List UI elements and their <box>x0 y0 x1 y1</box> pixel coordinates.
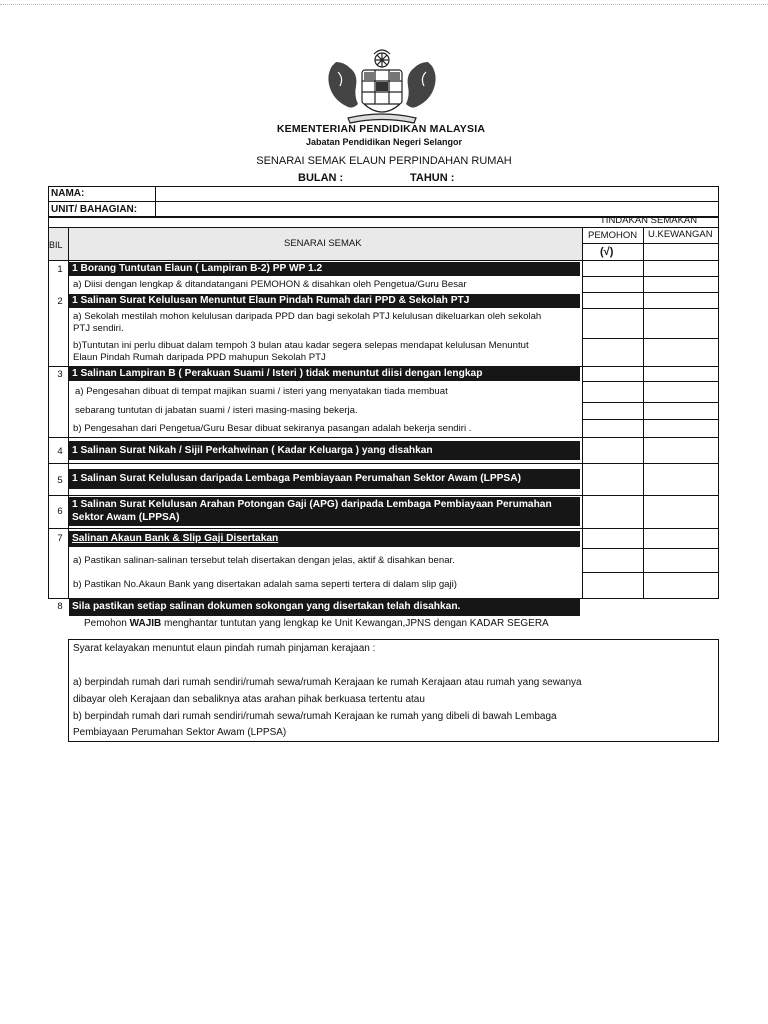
item-6-title: 1 Salinan Surat Kelulusan Arahan Potongan Gaji (APG) daripada Lembaga Pembiayaan Perumahan Sektor Awam (LPPSA) <box>69 497 580 526</box>
department-title: Jabatan Pendidikan Negeri Selangor <box>305 137 463 147</box>
tiger-left <box>328 62 358 108</box>
condition-b-1: b) berpindah rumah dari rumah sendiri/rumah sewa/rumah Kerajaan ke rumah yang dibeli di bawah Lembaga <box>73 711 557 722</box>
col-bil: BIL <box>49 240 63 250</box>
item-2b-text-1: b)Tuntutan ini perlu dibuat dalam tempoh 3 bulan atau kadar segera selepas mendapat kelulusan Menuntut <box>73 340 529 351</box>
col-pemohon: PEMOHON <box>588 230 638 241</box>
item-number: 7 <box>57 533 63 544</box>
item-8-title: Sila pastikan setiap salinan dokumen sokongan yang disertakan telah disahkan. <box>69 599 580 616</box>
condition-a-1: a) berpindah rumah dari rumah sendiri/rumah sewa/rumah Kerajaan ke rumah Kerajaan atau rumah yang sewanya <box>73 677 582 688</box>
item-number: 2 <box>57 296 63 307</box>
item-7-title <box>69 531 580 547</box>
item-number: 5 <box>57 475 63 486</box>
item-5-title: 1 Salinan Surat Kelulusan daripada Lembaga Pembiayaan Perumahan Sektor Awam (LPPSA) <box>69 469 580 489</box>
item-number: 8 <box>57 601 63 612</box>
ministry-title: KEMENTERIAN PENDIDIKAN MALAYSIA <box>276 123 486 135</box>
item-2-title: 1 Salinan Surat Kelulusan Menuntut Elaun Pindah Rumah dari PPD & Sekolah PTJ <box>69 294 580 308</box>
submission-note: Pemohon WAJIB menghantar tuntutan yang lengkap ke Unit Kewangan,JPNS dengan KADAR SEGERA <box>84 618 549 629</box>
nama-field[interactable] <box>157 187 717 200</box>
col-senarai-semak: SENARAI SEMAK <box>284 238 362 249</box>
coat-of-arms-logo <box>318 48 446 124</box>
tiger-right <box>406 62 436 108</box>
item-7b-text: b) Pastikan No.Akaun Bank yang disertakan adalah sama seperti tertera di dalam slip gaji) <box>73 579 457 590</box>
col-ukewangan: U.KEWANGAN <box>648 229 713 240</box>
item-number: 6 <box>57 506 63 517</box>
item-7a-text: a) Pastikan salinan-salinan tersebut telah disertakan dengan jelas, aktif & disahkan benar. <box>73 555 455 566</box>
scan-edge <box>0 4 768 5</box>
tahun-label: TAHUN : <box>410 172 455 184</box>
item-7-title-text: Salinan Akaun Bank & Slip Gaji Disertakan <box>72 533 279 544</box>
nama-label: NAMA: <box>51 188 85 199</box>
item-4-title: 1 Salinan Surat Nikah / Sijil Perkahwinan ( Kadar Keluarga ) yang disahkan <box>69 441 580 460</box>
item-2a-text-1: a) Sekolah mestilah mohon kelulusan daripada PPD dan bagi sekolah PTJ kelulusan dikeluarkan oleh sekolah <box>73 311 542 322</box>
item-2b-text-2: Elaun Pindah Rumah daripada PPD mahupun Sekolah PTJ <box>73 352 326 363</box>
item-3a-text-1: a) Pengesahan dibuat di tempat majikan suami / isteri yang menyatakan tiada membuat <box>75 386 448 397</box>
bulan-label: BULAN : <box>298 172 344 184</box>
condition-b-2: Pembiayaan Perumahan Sektor Awam (LPPSA) <box>73 727 287 738</box>
item-number: 1 <box>57 264 63 275</box>
item-number: 4 <box>57 446 63 457</box>
item-1a-text: a) Diisi dengan lengkap & ditandatangani PEMOHON & disahkan oleh Pengetua/Guru Besar <box>73 279 467 290</box>
conditions-title: Syarat kelayakan menuntut elaun pindah rumah pinjaman kerajaan : <box>73 643 376 654</box>
item-3-title: 1 Salinan Lampiran B ( Perakuan Suami / Isteri ) tidak menuntut diisi dengan lengkap <box>69 367 580 381</box>
unit-label: UNIT/ BAHAGIAN: <box>51 204 138 215</box>
form-title: SENARAI SEMAK ELAUN PERPINDAHAN RUMAH <box>256 155 512 167</box>
item-2a-text-2: PTJ sendiri. <box>73 323 124 334</box>
condition-a-2: dibayar oleh Kerajaan dan sebaliknya atas arahan pihak berkuasa tertentu atau <box>73 694 425 705</box>
item-3a-text-2: sebarang tuntutan di jabatan suami / isteri masing-masing bekerja. <box>75 405 358 416</box>
item-1-title: 1 Borang Tuntutan Elaun ( Lampiran B-2) PP WP 1.2 <box>69 262 580 276</box>
tindakan-semakan-label: TINDAKAN SEMAKAN <box>600 215 698 226</box>
item-number: 3 <box>57 369 63 380</box>
item-3b-text: b) Pengesahan dari Pengetua/Guru Besar dibuat sekiranya pasangan adalah bekerja sendiri . <box>73 423 472 434</box>
tick-mark: (√) <box>600 246 614 258</box>
